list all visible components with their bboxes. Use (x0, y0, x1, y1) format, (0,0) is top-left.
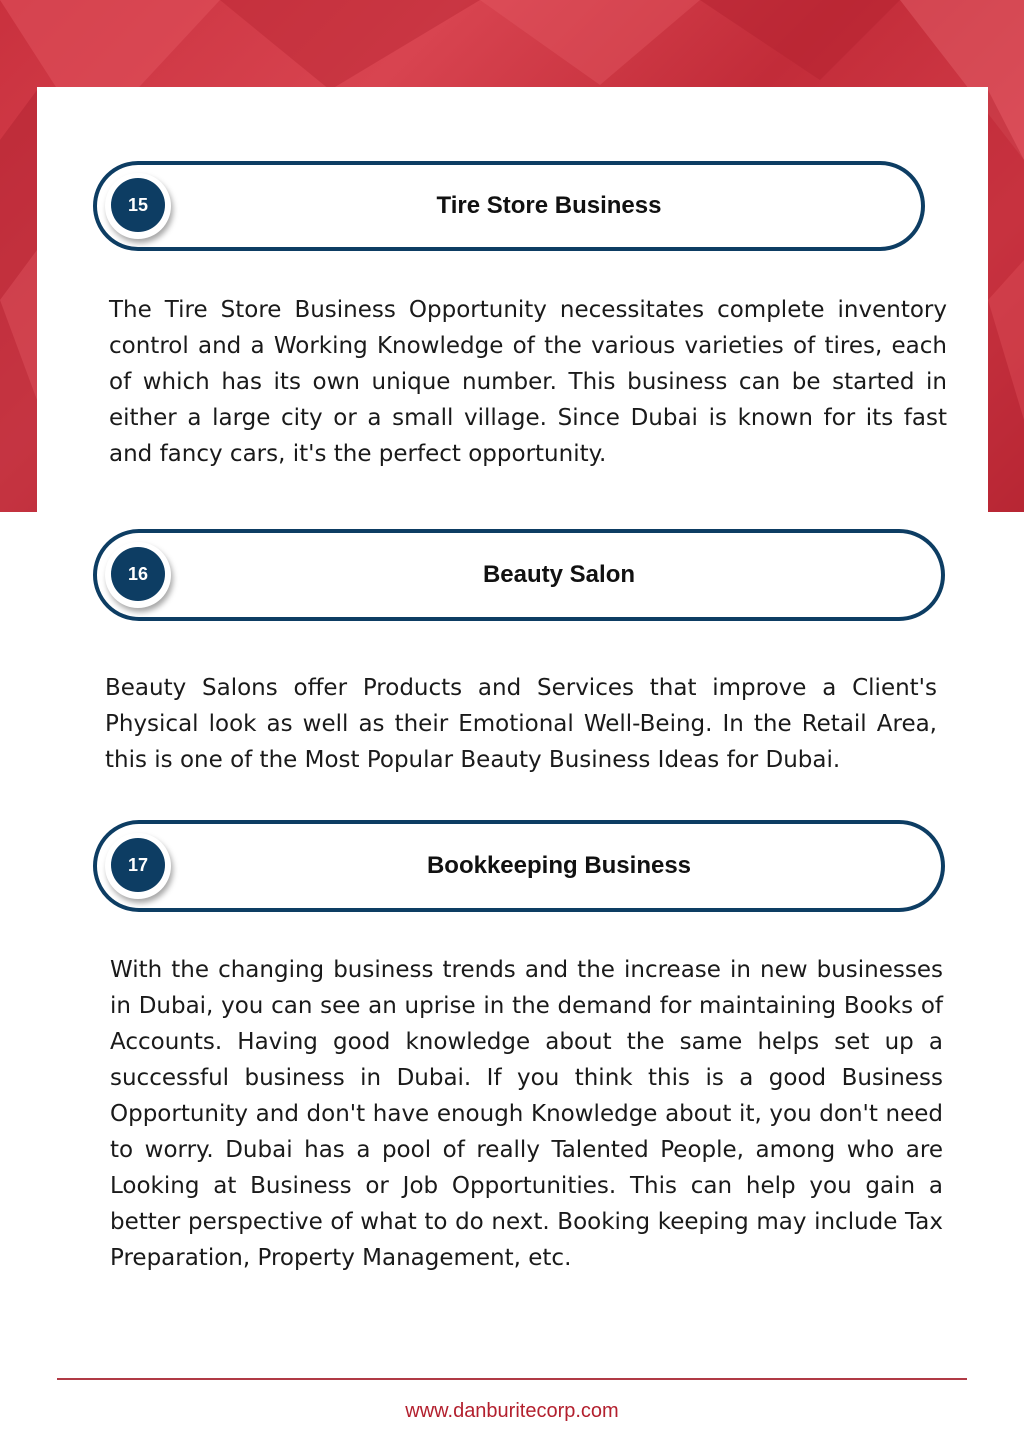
section-number: 17 (111, 838, 165, 892)
section-title: Bookkeeping Business (426, 852, 692, 879)
footer-website-link[interactable]: www.danburitecorp.com (405, 1400, 619, 1422)
number-badge (105, 833, 171, 899)
section-body-17: With the changing business trends and the increase in new businesses in Dubai, you can see an uprise in the demand for maintaining Books of Accounts. Having good knowledge about the same helps set up a successful business in Dubai. If you think this is a good Business Opportunity and don't have enough Knowledge about it, you don't need to worry. Dubai has a pool of really Talented People, among who are Looking at Business or Job Opportunities. This can help you gain a better perspective of what to do next. Booking keeping may include Tax Preparation, Property Management, etc. (110, 957, 943, 1271)
section-number: 15 (111, 178, 165, 232)
section-header-15 (93, 161, 925, 251)
section-header-17 (93, 820, 945, 912)
section-number: 16 (111, 547, 165, 601)
footer-divider (57, 1378, 967, 1380)
number-badge (105, 173, 171, 239)
section-title: Beauty Salon (482, 561, 636, 588)
section-body-15: The Tire Store Business Opportunity necessitates complete inventory control and a Working Knowledge of the various varieties of tires, each of which has its own unique number. This business can be started in either a large city or a small village. Since Dubai is known for its fast and fancy cars, it's the perfect opportunity. (109, 297, 947, 467)
section-body-16: Beauty Salons offer Products and Services that improve a Client's Physical look as well as their Emotional Well-Being. In the Retail Area, this is one of the Most Popular Beauty Business Ideas for Dubai. (105, 675, 937, 773)
section-header-16 (93, 529, 945, 621)
number-badge (105, 542, 171, 608)
section-title: Tire Store Business (436, 192, 662, 219)
